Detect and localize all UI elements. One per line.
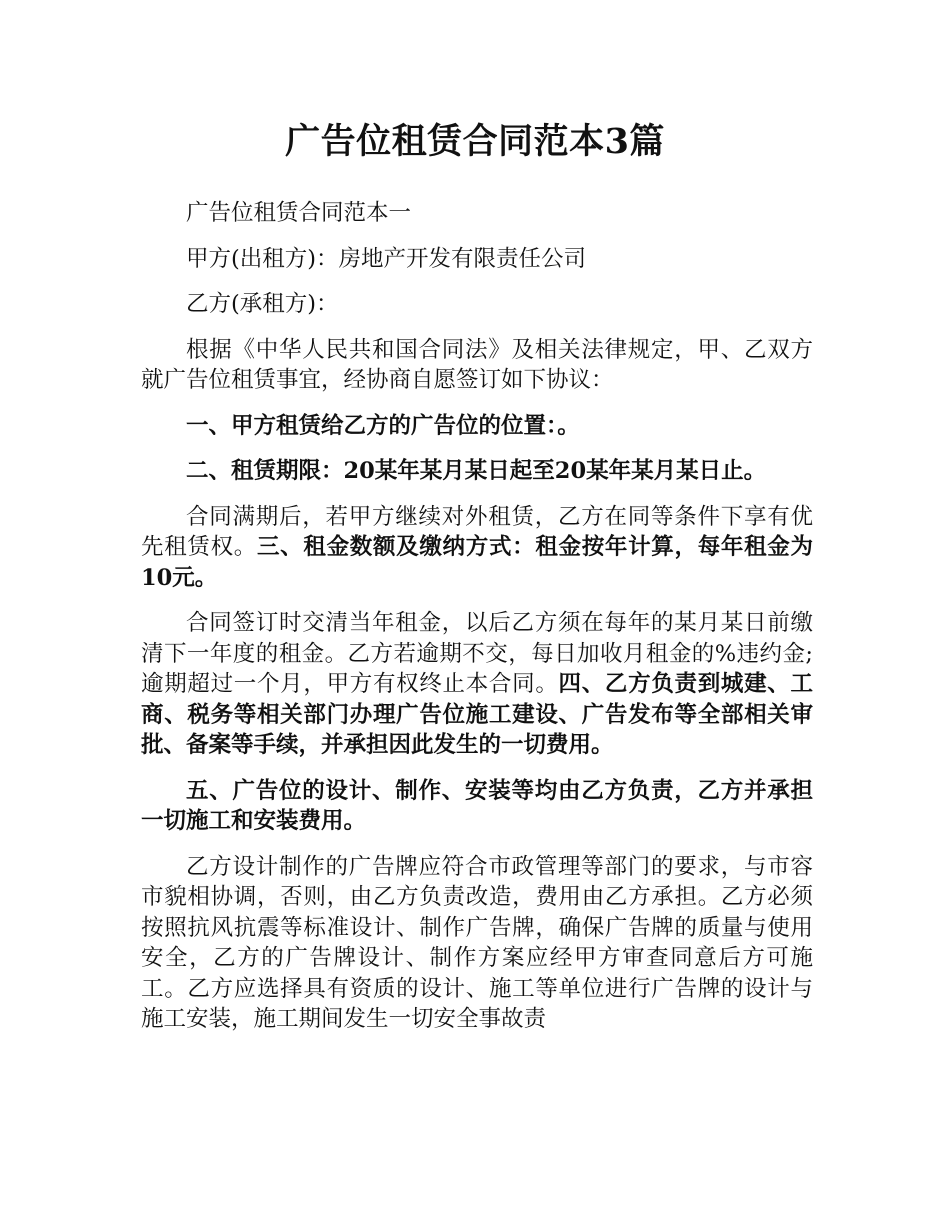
document-paragraph bbox=[141, 502, 813, 594]
paragraph-text: 乙方设计制作的广告牌应符合市政管理等部门的要求，与市容市貌相协调，否则，由乙方负责改造，费用由乙方承担。乙方必须按照抗风抗震等标准设计、制作广告牌，确保广告牌的质量与使用安全，乙方的广告牌设计、制作方案应经甲方审查同意后方可施工。乙方应选择具有资质的设计、施工等单位进行广告牌的设计与施工安装，施工期间发生一切安全事故责 bbox=[141, 853, 813, 1032]
paragraph-text: 乙方(承租方)： bbox=[186, 291, 339, 317]
document-paragraph bbox=[141, 776, 813, 837]
document-title: 广告位租赁合同范本3篇 bbox=[285, 121, 665, 162]
document-body bbox=[141, 198, 813, 1050]
document-paragraph bbox=[141, 289, 813, 320]
clause-heading-text: 一、甲方租赁给乙方的广告位的位置：。 bbox=[186, 412, 580, 439]
clause-heading-text: 四、乙方负责到城建、工商、税务等相关部门办理广告位施工建设、广告发布等全部相关审批、备案等手续，并承担因此发生的一切费用。 bbox=[141, 671, 813, 758]
document-paragraph bbox=[141, 852, 813, 1035]
paragraph-text: 合同签订时交清当年租金，以后乙方须在每年的某月某日前缴清下一年度的租金。乙方若逾期不交，每日加收月租金的%违约金;逾期超过一个月，甲方有权终止本合同。 bbox=[141, 610, 813, 697]
document-paragraph bbox=[141, 608, 813, 761]
clause-heading-text: 二、租赁期限：20某年某月某日起至20某年某月某日止。 bbox=[186, 458, 767, 484]
document-paragraph bbox=[141, 335, 813, 396]
paragraph-text: 广告位租赁合同范本一 bbox=[186, 200, 412, 226]
document-paragraph bbox=[141, 456, 813, 487]
clause-heading-text: 五、广告位的设计、制作、安装等均由乙方负责，乙方并承担一切施工和安装费用。 bbox=[141, 777, 813, 834]
paragraph-text: 合同满期后，若甲方继续对外租赁，乙方在同等条件下享有优先租赁权。 bbox=[141, 503, 813, 560]
document-paragraph bbox=[141, 198, 813, 229]
paragraph-text: 甲方(出租方)：房地产开发有限责任公司 bbox=[186, 245, 587, 272]
document-paragraph bbox=[141, 411, 813, 442]
document-paragraph bbox=[141, 244, 813, 275]
clause-heading-text: 三、租金数额及缴纳方式：租金按年计算，每年租金为10元。 bbox=[141, 534, 813, 591]
paragraph-text: 根据《中华人民共和国合同法》及相关法律规定，甲、乙双方就广告位租赁事宜，经协商自愿签订如下协议： bbox=[141, 336, 813, 393]
